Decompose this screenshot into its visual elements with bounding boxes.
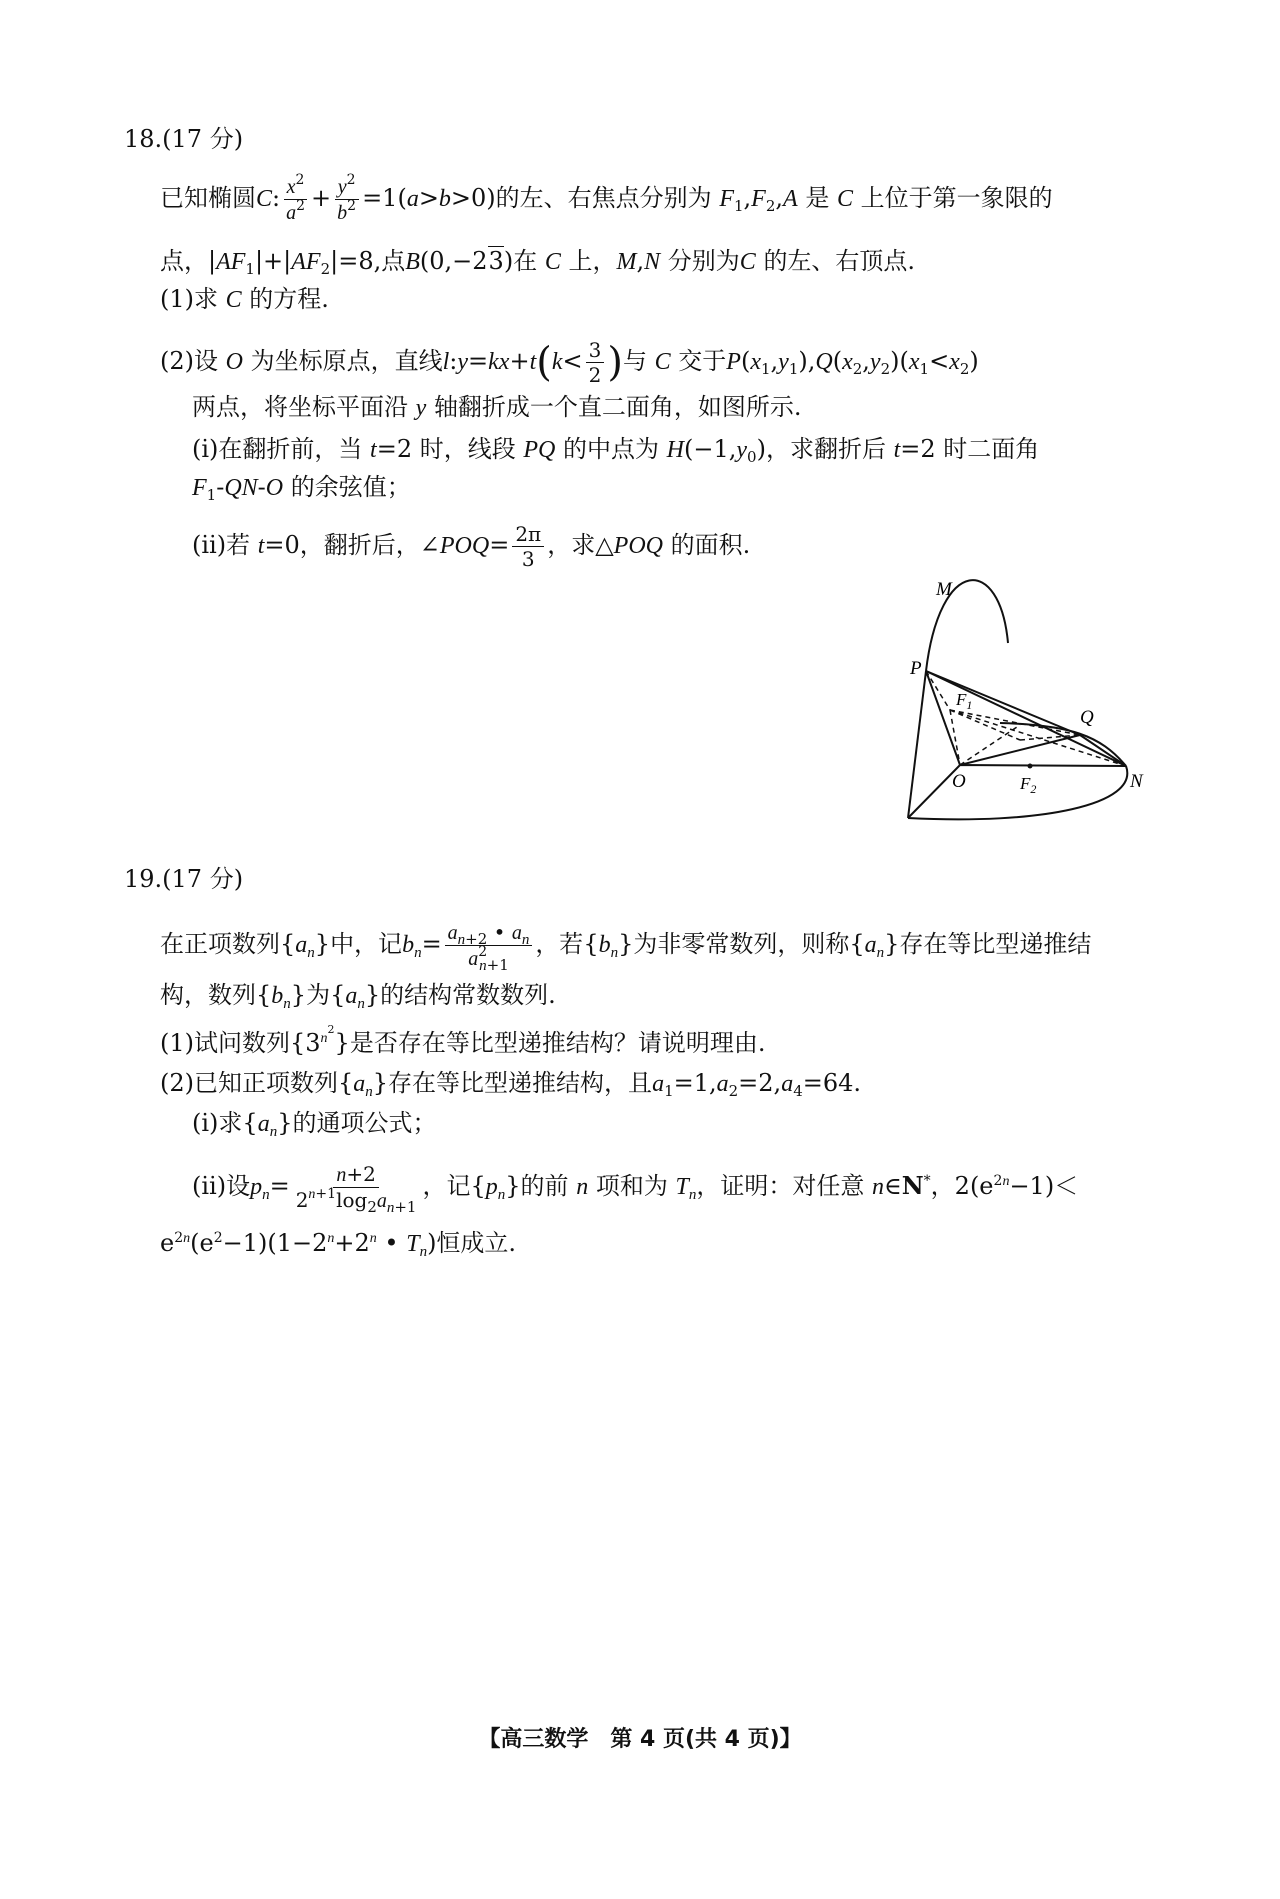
- q18-sub-1-line-2: $F_1-QN-O$ 的余弦值；: [192, 473, 411, 504]
- label-O: O: [952, 771, 966, 792]
- q18-sub-1-line-1: (ⅰ)在翻折前，当 t=2 时，线段 PQ 的中点为 $H(-1,y_0)$，求翻折后 t=2 时二面角: [192, 435, 1040, 466]
- label-N: N: [1130, 771, 1143, 792]
- label-F2: $F_2$: [1020, 774, 1037, 796]
- label-M: M: [936, 579, 952, 600]
- q19-sub-2-line-2: $e^{2n}(e^2-1)(1-2^n+2^n$ • $T_n$)恒成立.: [160, 1229, 517, 1260]
- q19-part-2: (2)已知正项数列$\{a_n\}$存在等比型递推结构，且$a_1=1,a_2=2,a_4=64$.: [160, 1069, 862, 1100]
- page-footer: 【高三数学 第 4 页(共 4 页)】: [478, 1727, 802, 1752]
- q19-line-2: 构，数列$\{b_n\}$为$\{a_n\}$的结构常数数列.: [160, 981, 556, 1012]
- q18-part-1: (1)求 C 的方程.: [160, 285, 329, 313]
- q19-line-1: 在正项数列$\{a_n\}$中，记$b_n=$ $\frac{a_{n+2} • a_n}{a^2_{n+1}}$ ，若$\{b_n\}$为非零常数列，则称$\{a_n\}$存在等比型递推结: [160, 920, 1092, 974]
- q18-part-2-line-2: 两点，将坐标平面沿 y 轴翻折成一个直二面角，如图所示.: [192, 393, 802, 421]
- label-Q: Q: [1080, 707, 1094, 728]
- label-F1: $F_1$: [956, 690, 973, 712]
- q18-part-2-line-1: (2)设 O 为坐标原点，直线l:y=kx+t(k< $\frac{3}{2}$ )与 C 交于$P(x_1,y_1),Q(x_2,y_2)(x_1<x_2)$: [160, 338, 979, 387]
- q19-sub-1: (ⅰ)求$\{a_n\}$的通项公式；: [192, 1109, 437, 1140]
- question-19-number: 19.(17 分): [124, 865, 244, 893]
- q19-sub-2-line-1: (ⅱ)设$p_n=$ $\frac{n+2}{2^{n+1}\log_2a_{n+1}}$ ，记$\{p_n\}$的前 n 项和为 $T_n$，证明：对任意 n∈N*，$2(e^{2n}-1)<$: [192, 1162, 1079, 1216]
- dihedral-figure: [900, 575, 1160, 835]
- question-18-number: 18.(17 分): [124, 125, 244, 153]
- q19-part-1: (1)试问数列$\{3^{n^2}\}$是否存在等比型递推结构？请说明理由.: [160, 1023, 766, 1057]
- q18-line-1: 已知椭圆C: $\frac{x^2}{a^2}$ + $\frac{y^2}{b^2}$ =1(a>b>0)的左、右焦点分别为 $F_1,F_2,A$ 是 C 上位于第一象限的: [160, 172, 1053, 224]
- q18-line-2: 点，$|AF_1|+|AF_2|=8$,点B(0,−23)在 C 上，M,N 分别为C 的左、右顶点.: [160, 247, 916, 278]
- q18-sub-2: (ⅱ)若 t=0，翻折后，∠POQ= $\frac{2\pi}{3}$ ，求△POQ 的面积.: [192, 522, 751, 571]
- label-P: P: [910, 658, 922, 679]
